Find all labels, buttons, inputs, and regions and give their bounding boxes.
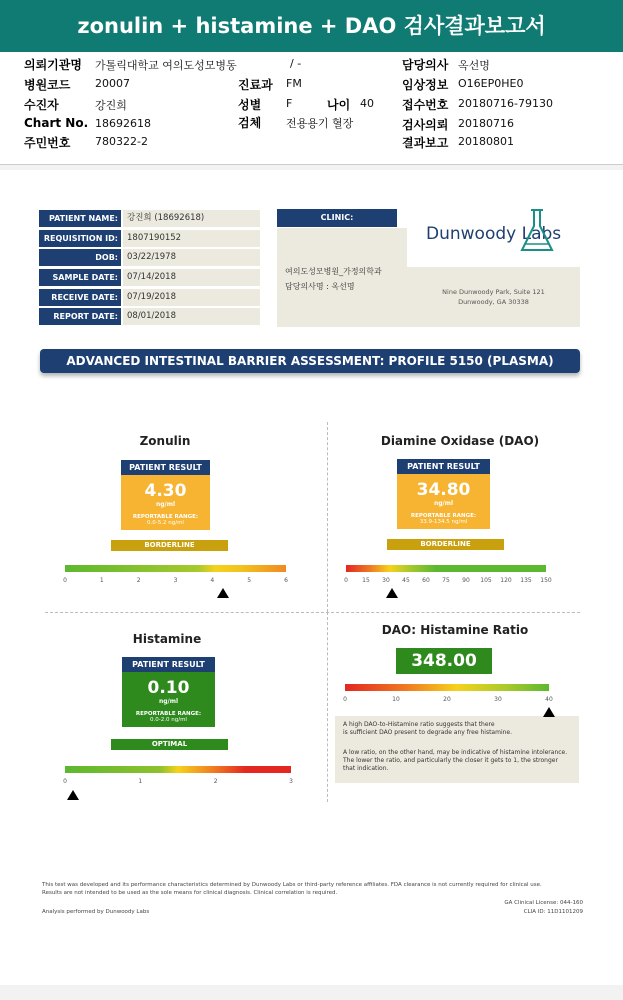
- disclaimer-2: Results are not intended to be used as the sole means for clinical diagnosis. Clinical correlation is required.: [42, 890, 338, 896]
- histamine-tick-label: 2: [213, 778, 218, 785]
- hospital-code-label: 병원코드: [24, 78, 71, 92]
- requisition-id-label: REQUISITION ID:: [39, 230, 121, 247]
- dao-tick-label: 150: [540, 577, 552, 584]
- sample-date-label: SAMPLE DATE:: [39, 269, 121, 286]
- histamine-scale-bar: [65, 766, 291, 773]
- vertical-divider-bottom: [327, 612, 328, 802]
- patient-name-label: PATIENT NAME:: [39, 210, 121, 227]
- dao-status: BORDERLINE: [387, 539, 504, 550]
- dao-range: 33.9-134.5 ng/ml: [419, 519, 468, 525]
- specimen-value: 전용용기 혈장: [286, 117, 354, 130]
- zonulin-status: BORDERLINE: [111, 540, 228, 551]
- ratio-value: 348.00: [396, 648, 492, 674]
- ratio-note-1b: is sufficient DAO present to degrade any free histamine.: [343, 729, 513, 736]
- patient-name-value: 강진희 (18692618): [123, 210, 260, 227]
- dao-value: 34.80: [416, 480, 471, 500]
- lab-address-box: [407, 267, 580, 327]
- zonulin-range-label: REPORTABLE RANGE:: [132, 514, 199, 520]
- lab-address-2: Dunwoody, GA 30338: [458, 298, 529, 306]
- horizontal-divider: [45, 612, 580, 613]
- hospital-value: 가톨릭대학교 여의도성모병동: [95, 59, 237, 72]
- report-title: zonulin + histamine + DAO 검사결과보고서: [0, 0, 623, 52]
- hospital-label: 의뢰기관명: [24, 58, 82, 72]
- hospital-code-value: 20007: [95, 77, 130, 90]
- dao-tick-label: 75: [442, 577, 450, 584]
- zonulin-tick-label: 0: [63, 577, 67, 584]
- histamine-unit: ng/ml: [158, 698, 179, 705]
- histamine-range-label: REPORTABLE RANGE:: [135, 711, 202, 717]
- zonulin-tick-label: 4: [210, 577, 215, 584]
- dao-tick-label: 30: [382, 577, 390, 584]
- dob-label: DOB:: [39, 249, 121, 266]
- receipt-no-value: 20180716-79130: [458, 97, 553, 110]
- dept-label: 진료과: [238, 78, 273, 92]
- dao-range-label: REPORTABLE RANGE:: [410, 513, 477, 519]
- request-date-value: 20180716: [458, 117, 514, 130]
- dao-unit: ng/ml: [433, 500, 454, 507]
- zonulin-result-box: [121, 475, 210, 530]
- ratio-note-2b: The lower the ratio, and particularly the closer it gets to 1, the stronger: [343, 757, 558, 764]
- receive-date-value: 07/19/2018: [123, 289, 260, 306]
- histamine-tick-label: 3: [289, 778, 293, 785]
- dao-tick-label: 15: [362, 577, 370, 584]
- age-value: 40: [360, 97, 374, 110]
- zonulin-result-header: PATIENT RESULT: [121, 460, 210, 475]
- specimen-label: 검체: [238, 116, 262, 130]
- dao-tick-label: 105: [480, 577, 492, 584]
- histamine-tick-label: 1: [138, 778, 143, 785]
- zonulin-tick-label: 2: [136, 577, 141, 584]
- ratio-tick-label: 20: [443, 696, 451, 703]
- zonulin-range: 0.0-5.2 ng/ml: [147, 520, 184, 526]
- ratio-marker-icon: [543, 707, 555, 717]
- ratio-tick-label: 0: [343, 696, 347, 703]
- lab-logo: Dunwoody Labs: [426, 224, 562, 244]
- zonulin-tick-label: 1: [99, 577, 104, 584]
- dao-tick-label: 90: [462, 577, 470, 584]
- requisition-id-value: 1807190152: [123, 230, 260, 247]
- license-1: GA Clinical License: 044-160: [504, 900, 583, 906]
- zonulin-unit: ng/ml: [155, 501, 176, 508]
- ratio-note-1a: A high DAO-to-Histamine ratio suggests that there: [343, 721, 495, 728]
- histamine-value: 0.10: [147, 678, 190, 698]
- dao-result-box: [397, 474, 490, 529]
- zonulin-title: Zonulin: [139, 434, 191, 448]
- clinical-info-value: O16EP0HE0: [458, 77, 524, 90]
- histamine-marker-icon: [67, 790, 79, 800]
- sex-value: F: [286, 97, 293, 110]
- dao-result-header: PATIENT RESULT: [397, 459, 490, 474]
- ratio-note-2a: A low ratio, on the other hand, may be indicative of histamine intolerance.: [343, 749, 568, 756]
- clinic-label: CLINIC:: [277, 209, 397, 227]
- ratio-title: DAO: Histamine Ratio: [381, 623, 529, 637]
- receipt-no-label: 접수번호: [402, 98, 449, 112]
- dao-tick-label: 45: [402, 577, 410, 584]
- clinic-line-1: 여의도성모병원_가정의학과: [285, 267, 382, 276]
- zonulin-tick-label: 6: [284, 577, 288, 584]
- dao-marker-icon: [386, 588, 398, 598]
- report-date-value-table: 08/01/2018: [123, 308, 260, 325]
- dao-tick-label: 0: [344, 577, 348, 584]
- report-header: [0, 52, 623, 165]
- doctor-value: 옥선명: [458, 59, 490, 72]
- patient-label: 수진자: [24, 98, 59, 112]
- ratio-tick-label: 40: [545, 696, 553, 703]
- histamine-range: 0.0-2.0 ng/ml: [150, 717, 187, 723]
- doctor-label: 담당의사: [402, 58, 449, 72]
- dob-value: 03/22/1978: [123, 249, 260, 266]
- resident-no-label: 주민번호: [24, 136, 71, 150]
- vertical-divider-top: [327, 422, 328, 612]
- request-date-label: 검사의뢰: [402, 118, 449, 132]
- clinical-info-label: 임상정보: [402, 78, 449, 92]
- age-label: 나이: [327, 98, 351, 112]
- histamine-tick-label: 0: [63, 778, 67, 785]
- disclaimer-1: This test was developed and its performance characteristics determined by Dunwoody Labs or third-party reference affiliates. FDA clearance is not currently required for clinical use.: [42, 882, 542, 888]
- dao-scale-bar: [346, 565, 546, 572]
- ratio-note-2c: that indication.: [343, 765, 389, 772]
- ward-slash: / -: [290, 57, 302, 70]
- report-date-value: 20180801: [458, 135, 514, 148]
- flask-icon: [517, 208, 557, 256]
- ratio-scale-bar: [345, 684, 549, 691]
- receive-date-label: RECEIVE DATE:: [39, 289, 121, 306]
- patient-value: 강진희: [95, 99, 127, 112]
- dao-title: Diamine Oxidase (DAO): [380, 434, 540, 448]
- clinic-line-2: 담당의사명 : 옥선명: [285, 282, 355, 291]
- zonulin-tick-label: 5: [247, 577, 252, 584]
- zonulin-scale-bar: [65, 565, 286, 572]
- dao-tick-label: 135: [520, 577, 532, 584]
- histamine-status: OPTIMAL: [111, 739, 228, 750]
- dept-value: FM: [286, 77, 302, 90]
- chart-no-value: 18692618: [95, 117, 151, 130]
- ratio-tick-label: 30: [494, 696, 502, 703]
- histamine-result-header: PATIENT RESULT: [122, 657, 215, 672]
- report-date-label: REPORT DATE:: [39, 308, 121, 325]
- performed-by: Analysis performed by Dunwoody Labs: [42, 909, 150, 915]
- histamine-title: Histamine: [132, 632, 202, 646]
- chart-no-label: Chart No.: [24, 116, 89, 130]
- lab-address-1: Nine Dunwoody Park, Suite 121: [442, 288, 545, 296]
- zonulin-marker-icon: [217, 588, 229, 598]
- zonulin-value: 4.30: [144, 481, 187, 501]
- zonulin-tick-label: 3: [173, 577, 178, 584]
- resident-no-value: 780322-2: [95, 135, 148, 148]
- ratio-tick-label: 10: [392, 696, 400, 703]
- clinic-box: [277, 228, 407, 327]
- dao-tick-label: 120: [500, 577, 512, 584]
- histamine-result-box: [122, 672, 215, 727]
- sex-label: 성별: [238, 98, 262, 112]
- assessment-banner: ADVANCED INTESTINAL BARRIER ASSESSMENT: PROFILE 5150 (PLASMA): [40, 349, 580, 373]
- dao-tick-label: 60: [422, 577, 430, 584]
- license-2: CLIA ID: 11D1101209: [523, 909, 583, 915]
- sample-date-value: 07/14/2018: [123, 269, 260, 286]
- report-date-label: 결과보고: [402, 136, 449, 150]
